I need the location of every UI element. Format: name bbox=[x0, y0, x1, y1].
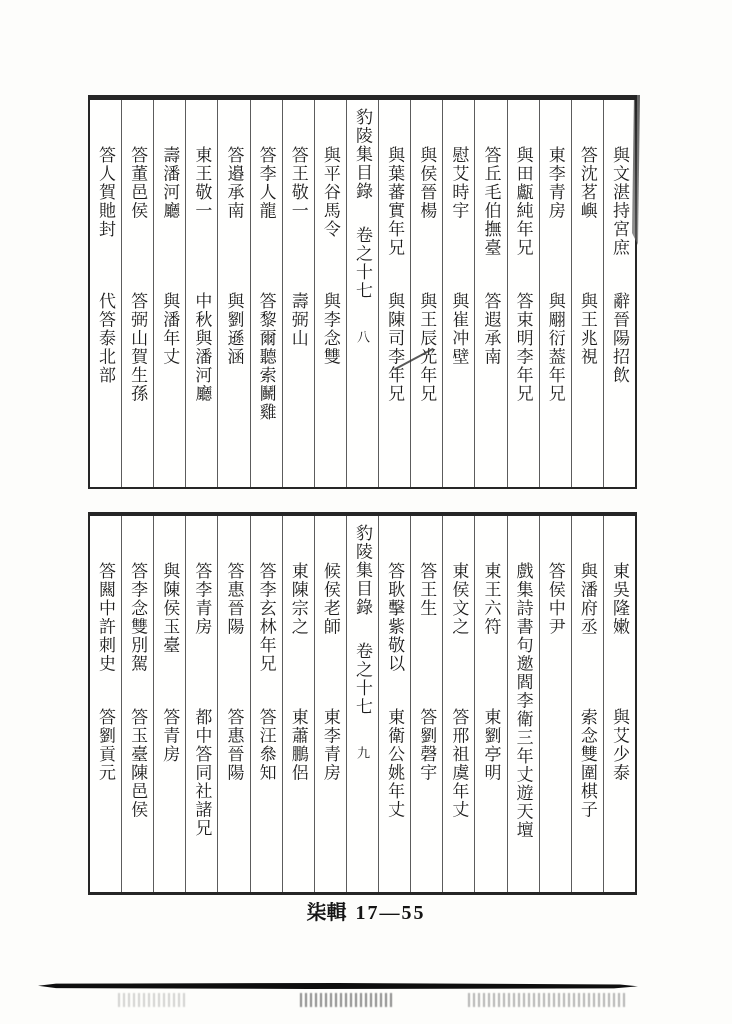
toc-entry: 東蕭鵬侶 bbox=[288, 708, 308, 782]
volume-title-column bbox=[346, 516, 378, 892]
toc-column bbox=[410, 516, 442, 892]
toc-column bbox=[378, 516, 410, 892]
toc-entry: 候侯老師 bbox=[320, 562, 340, 636]
toc-entry: 答李玄林年兄 bbox=[256, 562, 276, 673]
toc-entry: 與平谷馬令 bbox=[320, 146, 340, 239]
toc-entry: 答李青房 bbox=[192, 562, 212, 636]
toc-column bbox=[121, 100, 153, 487]
toc-column bbox=[539, 100, 571, 487]
toc-entry: 與陳侯玉臺 bbox=[160, 562, 180, 655]
toc-entry: 答黎爾聽索鬭雞 bbox=[256, 292, 276, 422]
toc-entry: 答玉臺陳邑侯 bbox=[128, 708, 148, 819]
toc-column bbox=[250, 516, 282, 892]
volume-title: 豹陵集目錄 bbox=[352, 524, 372, 617]
toc-column bbox=[90, 516, 121, 892]
toc-entry: 答劉貢元 bbox=[95, 708, 115, 782]
toc-entry: 與陳司李年兄 bbox=[385, 292, 405, 403]
toc-entry: 與潘府丞 bbox=[577, 562, 597, 636]
toc-column bbox=[185, 516, 217, 892]
volume-number: 卷之十七 bbox=[352, 226, 372, 300]
series-caption bbox=[0, 896, 732, 925]
toc-entry: 答惠晉陽 bbox=[224, 562, 244, 636]
toc-entry: 答董邑侯 bbox=[128, 146, 148, 220]
toc-column bbox=[314, 100, 346, 487]
toc-entry: 答青房 bbox=[160, 708, 180, 764]
toc-entry: 東王六符 bbox=[481, 562, 501, 636]
toc-entry: 與劉遜涵 bbox=[224, 292, 244, 366]
scan-smudge bbox=[118, 993, 188, 1007]
toc-entry: 壽潘河廳 bbox=[160, 146, 180, 220]
toc-column bbox=[571, 516, 603, 892]
toc-entry: 答王生 bbox=[417, 562, 437, 618]
toc-entry: 與王辰光年兄 bbox=[417, 292, 437, 403]
toc-column bbox=[474, 100, 506, 487]
toc-entry: 答李念雙別駕 bbox=[128, 562, 148, 673]
toc-entry: 與崔冲壁 bbox=[449, 292, 469, 366]
toc-column bbox=[282, 100, 314, 487]
toc-column bbox=[121, 516, 153, 892]
toc-entry: 答汪叅知 bbox=[256, 708, 276, 782]
volume-title-column bbox=[346, 100, 378, 487]
toc-entry: 辭晉陽招飲 bbox=[609, 292, 629, 385]
toc-entry: 與葉蕃實年兄 bbox=[385, 146, 405, 257]
toc-column bbox=[314, 516, 346, 892]
toc-column bbox=[474, 516, 506, 892]
toc-column bbox=[153, 516, 185, 892]
toc-entry: 答惠晉陽 bbox=[224, 708, 244, 782]
toc-entry: 與李念雙 bbox=[320, 292, 340, 366]
toc-column bbox=[539, 516, 571, 892]
toc-column bbox=[153, 100, 185, 487]
toc-column bbox=[507, 100, 539, 487]
toc-entry: 東衛公姚年丈 bbox=[385, 708, 405, 819]
scan-line-artifact bbox=[38, 983, 638, 989]
toc-entry: 答丘毛伯撫臺 bbox=[481, 146, 501, 257]
toc-entry: 東李青房 bbox=[320, 708, 340, 782]
toc-entry: 與侯晉楊 bbox=[417, 146, 437, 220]
toc-column bbox=[282, 516, 314, 892]
toc-column bbox=[217, 516, 249, 892]
toc-entry: 戲集詩書句邀閻李衛三年丈遊天壇 bbox=[513, 562, 533, 840]
toc-entry: 代答泰北部 bbox=[95, 292, 115, 385]
volume-number: 卷之十七 bbox=[352, 642, 372, 716]
toc-entry: 答王敬一 bbox=[288, 146, 308, 220]
volume-title: 豹陵集目錄 bbox=[352, 108, 372, 201]
toc-column bbox=[250, 100, 282, 487]
series-label: 柒輯 bbox=[306, 902, 347, 924]
series-code: 17—55 bbox=[355, 902, 426, 924]
toc-block-top bbox=[88, 95, 637, 489]
toc-column bbox=[378, 100, 410, 487]
toc-entry: 東王敬一 bbox=[192, 146, 212, 220]
toc-entry: 答李人龍 bbox=[256, 146, 276, 220]
toc-column bbox=[571, 100, 603, 487]
toc-column bbox=[442, 516, 474, 892]
scan-smudge bbox=[300, 993, 395, 1007]
toc-entry: 與王兆視 bbox=[577, 292, 597, 366]
toc-entry: 東吳隆嫩 bbox=[609, 562, 629, 636]
toc-entry: 與艾少泰 bbox=[609, 708, 629, 782]
toc-entry: 答沈茗嶼 bbox=[577, 146, 597, 220]
toc-entry: 與翢衍葢年兄 bbox=[545, 292, 565, 403]
toc-column bbox=[217, 100, 249, 487]
toc-entry: 東侯文之 bbox=[449, 562, 469, 636]
toc-entry: 答邢祖虞年丈 bbox=[449, 708, 469, 819]
toc-entry: 與文湛持宮庶 bbox=[609, 146, 629, 257]
toc-entry: 答束明李年兄 bbox=[513, 292, 533, 403]
toc-entry: 答劉磬宇 bbox=[417, 708, 437, 782]
toc-column bbox=[442, 100, 474, 487]
toc-block-bottom bbox=[88, 512, 637, 895]
toc-column bbox=[603, 100, 635, 487]
toc-entry: 答邉承南 bbox=[224, 146, 244, 220]
toc-entry: 與潘年丈 bbox=[160, 292, 180, 366]
toc-entry: 東陳宗之 bbox=[288, 562, 308, 636]
toc-entry: 東劉亭明 bbox=[481, 708, 501, 782]
leaf-page-number: 九 bbox=[354, 746, 370, 760]
toc-entry: 與田甗純年兄 bbox=[513, 146, 533, 257]
toc-entry: 慰艾時宇 bbox=[449, 146, 469, 220]
scan-smudge bbox=[468, 993, 628, 1007]
toc-column bbox=[603, 516, 635, 892]
toc-entry: 索念雙圍棋子 bbox=[577, 708, 597, 819]
toc-column bbox=[410, 100, 442, 487]
toc-entry: 答弼山賀生孫 bbox=[128, 292, 148, 403]
toc-entry: 答耿擊紫敬以 bbox=[385, 562, 405, 673]
toc-entry: 東李青房 bbox=[545, 146, 565, 220]
leaf-page-number: 八 bbox=[354, 330, 370, 344]
toc-entry: 答遐承南 bbox=[481, 292, 501, 366]
toc-entry: 答侯中尹 bbox=[545, 562, 565, 636]
toc-column bbox=[507, 516, 539, 892]
toc-entry: 壽弼山 bbox=[288, 292, 308, 348]
toc-column bbox=[185, 100, 217, 487]
toc-entry: 答闗中許刺史 bbox=[95, 562, 115, 673]
toc-entry: 中秋與潘河廳 bbox=[192, 292, 212, 403]
toc-column bbox=[90, 100, 121, 487]
toc-entry: 答人賀貤封 bbox=[95, 146, 115, 239]
toc-entry: 都中答同社諸兄 bbox=[192, 708, 212, 838]
